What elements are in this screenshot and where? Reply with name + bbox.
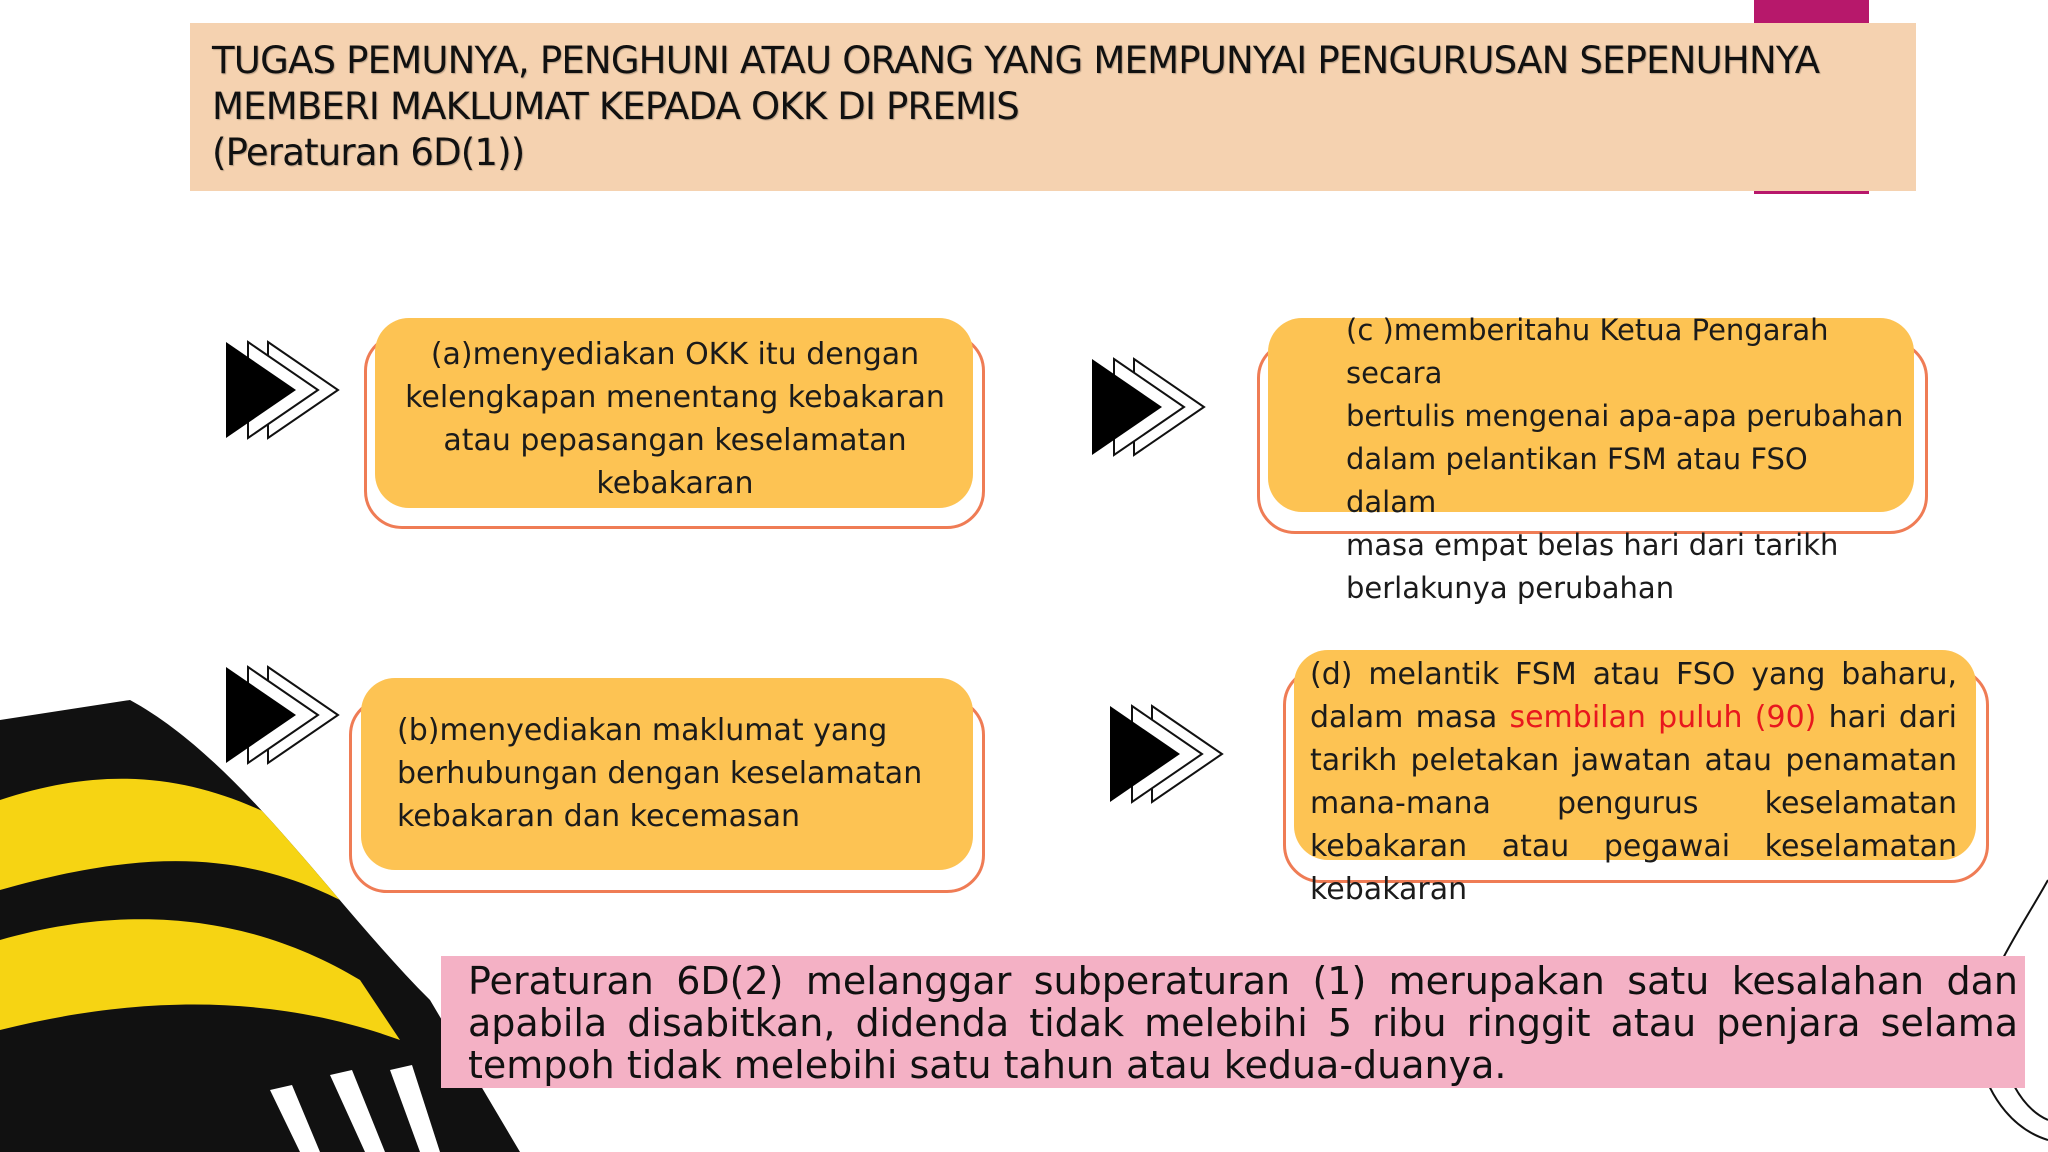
card-a-text: (a)menyediakan OKK itu dengan kelengkapan menentang kebakaran atau pepasangan keselamatan kebakaran	[405, 337, 945, 501]
arrow-icon-d	[1108, 704, 1224, 804]
card-b-text: (b)menyediakan maklumat yang berhubungan dengan keselamatan kebakaran dan kecemasan	[397, 713, 923, 834]
arrow-icon-a	[224, 340, 340, 440]
arrow-icon-b	[224, 665, 340, 765]
title-line-1: TUGAS PEMUNYA, PENGHUNI ATAU ORANG YANG MEMPUNYAI PENGURUSAN SEPENUHNYA	[212, 39, 1820, 82]
card-c-text: (c )memberitahu Ketua Pengarah secara bertulis mengenai apa-apa perubahan dalam pelantikan FSM atau FSO dalam masa empat belas hari dari tarikh berlakunya perubahan	[1346, 313, 1904, 605]
card-d-text: (d) melantik FSM atau FSO yang baharu, dalam masa sembilan puluh (90) hari dari tarikh peletakan jawatan atau penamatan mana-mana pengurus keselamatan kebakaran atau pegawai keselamatan kebakaran	[1310, 657, 1958, 907]
title-banner	[190, 23, 1916, 191]
penalty-note-text: Peraturan 6D(2) melanggar subperaturan (1) merupakan satu kesalahan dan apabila disabitkan, didenda tidak melebihi 5 ribu ringgit atau penjara selama tempoh tidak melebihi satu tahun atau kedua-duanya.	[468, 959, 2018, 1087]
title-line-2: MEMBERI MAKLUMAT KEPADA OKK DI PREMIS	[212, 85, 1019, 128]
arrow-icon-c	[1090, 357, 1206, 457]
card-d-highlight: sembilan puluh (90)	[1509, 700, 1817, 735]
penalty-note	[441, 956, 2025, 1088]
title-line-3: (Peraturan 6D(1))	[212, 131, 525, 174]
